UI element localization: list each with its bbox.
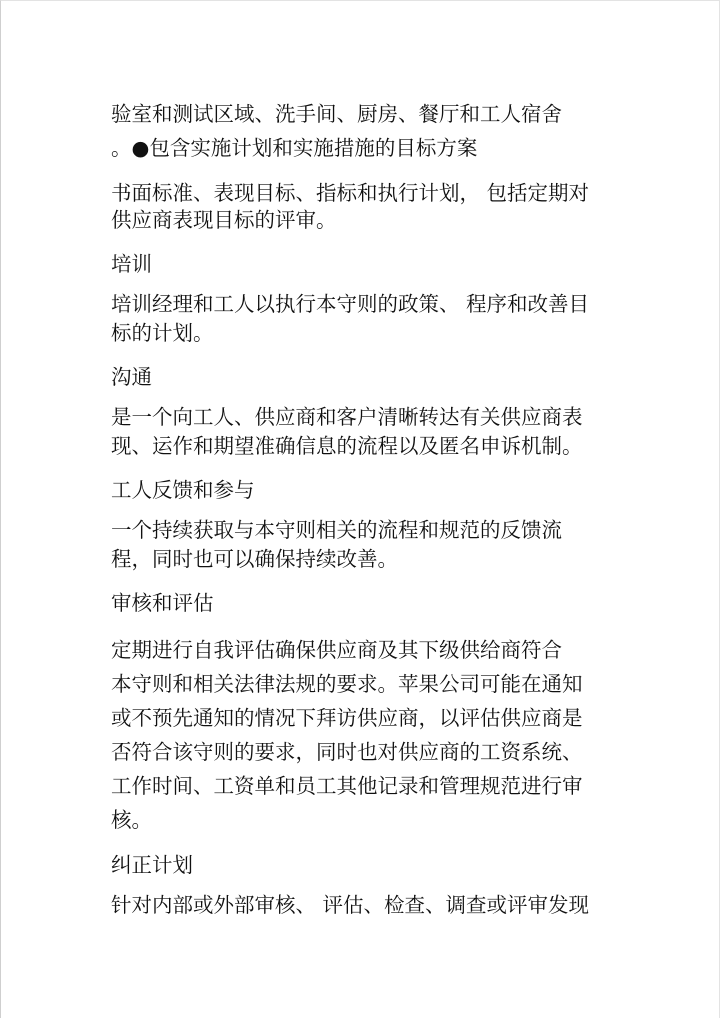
text-line: 定期进行自我评估确保供应商及其下级供给商符合 — [111, 638, 562, 662]
text-line: 标的计划。 — [111, 321, 214, 345]
text-line: 工作时间、工资单和员工其他记录和管理规范进行审 — [111, 774, 583, 798]
section-heading: 工人反馈和参与 — [111, 478, 255, 502]
text-line: 或不预先通知的情况下拜访供应商，以评估供应商是 — [111, 706, 583, 730]
text-line: 培训经理和工人以执行本守则的政策、 程序和改善目 — [111, 292, 590, 316]
section-heading: 审核和评估 — [111, 591, 214, 615]
text-line: 。●包含实施计划和实施措施的目标方案 — [111, 136, 478, 160]
section-heading: 沟通 — [111, 365, 152, 389]
text-line: 一个持续获取与本守则相关的流程和规范的反馈流 — [111, 518, 562, 542]
text-line: 程，同时也可以确保持续改善。 — [111, 547, 398, 571]
text-line: 本守则和相关法律法规的要求。苹果公司可能在通知 — [111, 672, 583, 696]
text-line: 现、运作和期望准确信息的流程以及匿名申诉机制。 — [111, 434, 583, 458]
text-line: 否符合该守则的要求，同时也对供应商的工资系统、 — [111, 740, 583, 764]
text-line: 核。 — [111, 808, 152, 832]
section-heading: 培训 — [111, 252, 152, 276]
text-line: 书面标准、表现目标、指标和执行计划， 包括定期对 — [111, 181, 590, 205]
text-line: 是一个向工人、供应商和客户清晰转达有关供应商表 — [111, 405, 583, 429]
section-heading: 纠正计划 — [111, 853, 193, 877]
text-line: 验室和测试区域、洗手间、厨房、餐厅和工人宿舍 — [111, 102, 562, 126]
text-line: 针对内部或外部审核、 评估、检查、调查或评审发现 — [111, 893, 590, 917]
text-line: 供应商表现目标的评审。 — [111, 208, 337, 232]
